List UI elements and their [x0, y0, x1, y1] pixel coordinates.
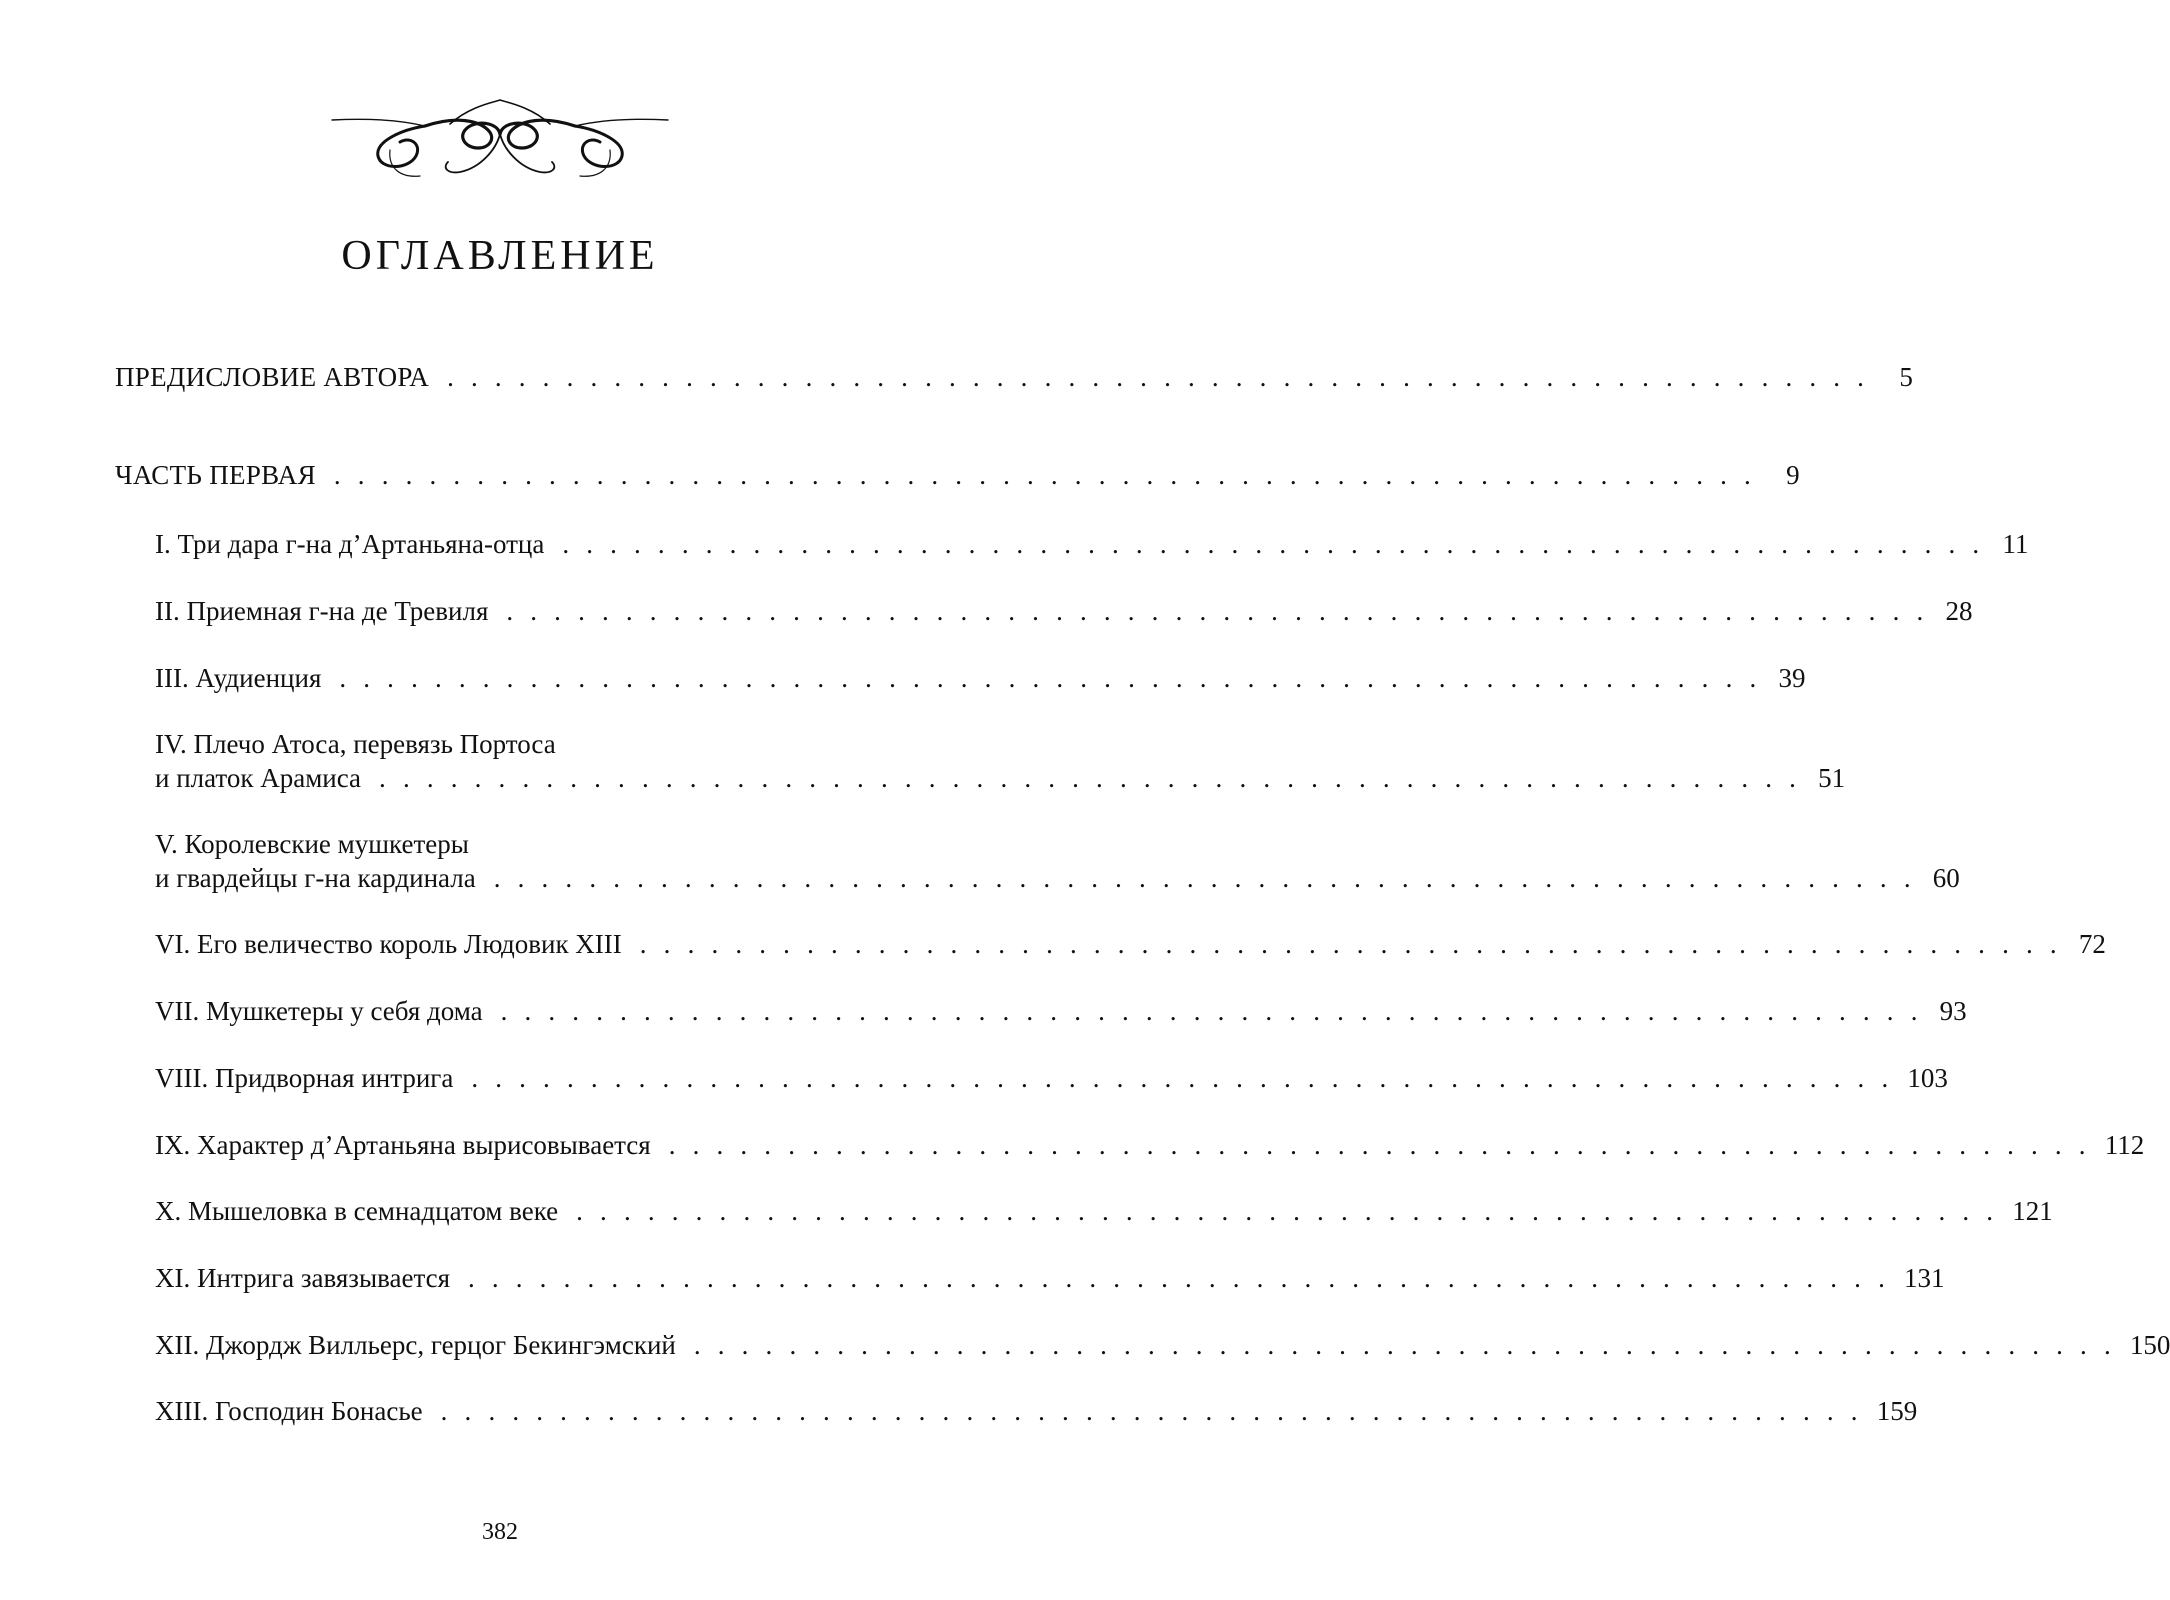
dot-leader: . . . . . . . . . . . . . . . . . . . . . . . . . . . . . . . . . . . . . . . . . . . . . . . . . . . . . . . . . . . . [493, 863, 1916, 893]
toc-line [115, 360, 1914, 394]
dot-leader: . . . . . . . . . . . . . . . . . . . . . . . . . . . . . . . . . . . . . . . . . . . . . . . . . . . . . . . . . . . . [339, 663, 1762, 693]
toc-entry-title: XIII. Господин Бонасье [155, 1396, 423, 1426]
toc-entry-title: X. Мышеловка в семнадцатом веке [155, 1196, 559, 1226]
dot-leader: . . . . . . . . . . . . . . . . . . . . . . . . . . . . . . . . . . . . . . . . . . . . . . . . . . . . . . . . . . . . [440, 1396, 1863, 1426]
toc-entry-title: XI. Интрига завязывается [155, 1263, 450, 1293]
toc-chapter-entry [155, 594, 1973, 628]
toc-page-number: 60 [1932, 863, 1960, 893]
toc-page-number: 103 [1907, 1063, 1948, 1093]
dot-leader: . . . . . . . . . . . . . . . . . . . . . . . . . . . . . . . . . . . . . . . . . . . . . . . . . . . . . . . . . . . . [471, 1063, 1894, 1093]
toc-chapter-entry [155, 1328, 2170, 1362]
toc-page-number: 159 [1876, 1396, 1918, 1426]
toc-chapter-entry [155, 527, 2029, 561]
toc-page-number: 11 [2002, 529, 2029, 559]
toc-page-number: 72 [2078, 929, 2106, 959]
toc-line [155, 1194, 2053, 1228]
dot-leader: . . . . . . . . . . . . . . . . . . . . . . . . . . . . . . . . . . . . . . . . . . . . . . . . . . . . . . . . . . . . [447, 362, 1870, 392]
toc-page-number: 39 [1778, 663, 1806, 693]
toc-line [155, 727, 888, 761]
toc-entry-title: VI. Его величество король Людовик XIII [155, 929, 622, 959]
toc-entry-title: IV. Плечо Атоса, перевязь Портоса [155, 729, 556, 759]
toc-chapter-entry [155, 1128, 2145, 1162]
toc-chapter-entry [155, 727, 1846, 795]
toc-entry-title: IX. Характер д’Артаньяна вырисовывается [155, 1130, 651, 1160]
dot-leader: . . . . . . . . . . . . . . . . . . . . . . . . . . . . . . . . . . . . . . . . . . . . . . . . . . . . . . . . . . . . [562, 529, 1985, 559]
toc-chapter-entry [155, 927, 2106, 961]
toc-section-entry [115, 458, 1800, 492]
toc-line [155, 1261, 1945, 1295]
dot-leader: . . . . . . . . . . . . . . . . . . . . . . . . . . . . . . . . . . . . . . . . . . . . . . . . . . . . . . . . . . . . [506, 596, 1929, 626]
toc-page-number: 112 [2104, 1130, 2145, 1160]
toc-page-number: 9 [1786, 460, 1800, 490]
toc-entry-title: V. Королевские мушкетеры [155, 829, 469, 859]
toc-line [155, 861, 1960, 895]
toc-page-number: 5 [1899, 362, 1914, 392]
toc-line [155, 1394, 1918, 1428]
dot-leader: . . . . . . . . . . . . . . . . . . . . . . . . . . . . . . . . . . . . . . . . . . . . . . . . . . . . . . . . . . . . [500, 996, 1923, 1026]
toc-chapter-entry [155, 1194, 2053, 1228]
toc-page-number: 51 [1818, 763, 1846, 793]
toc-chapter-entry [155, 994, 1967, 1028]
toc-line [155, 827, 888, 861]
dot-leader: . . . . . . . . . . . . . . . . . . . . . . . . . . . . . . . . . . . . . . . . . . . . . . . . . . . . . . . . . . . . [639, 929, 2062, 959]
toc-entry-title: VIII. Придворная интрига [155, 1063, 454, 1093]
toc-line [155, 527, 2029, 561]
dot-leader: . . . . . . . . . . . . . . . . . . . . . . . . . . . . . . . . . . . . . . . . . . . . . . . . . . . . . . . . . . . . [576, 1196, 1999, 1226]
toc-entry-title: VII. Мушкетеры у себя дома [155, 996, 483, 1026]
toc-entry-title: и платок Арамиса [155, 763, 362, 793]
toc-page-number: 93 [1939, 996, 1967, 1026]
toc-line [155, 594, 1973, 628]
toc-entry-title: и гвардейцы г-на кардинала [155, 863, 476, 893]
toc-chapter-entry [155, 1394, 1918, 1428]
scroll-flourish-icon [330, 90, 670, 180]
toc-page-number: 28 [1945, 596, 1973, 626]
toc-entry-title: I. Три дара г-на д’Артаньяна-отца [155, 529, 545, 559]
toc-line [155, 661, 1806, 695]
toc-entry-title: ЧАСТЬ ПЕРВАЯ [115, 460, 316, 490]
dot-leader: . . . . . . . . . . . . . . . . . . . . . . . . . . . . . . . . . . . . . . . . . . . . . . . . . . . . . . . . . . . . [379, 763, 1802, 793]
toc-entry-title: XII. Джордж Вилльерс, герцог Бекингэмский [155, 1330, 676, 1360]
toc-entry-title: II. Приемная г-на де Тревиля [155, 596, 489, 626]
toc-line [115, 458, 1800, 492]
toc-chapter-entry [155, 827, 1960, 895]
dot-leader: . . . . . . . . . . . . . . . . . . . . . . . . . . . . . . . . . . . . . . . . . . . . . . . . . . . . . . . . . . . . [333, 460, 1756, 490]
toc-line [155, 927, 2106, 961]
page-title: ОГЛАВЛЕНИЕ [341, 233, 659, 279]
toc-line [155, 994, 1967, 1028]
toc-line [155, 1128, 2145, 1162]
toc-page-number: 121 [2012, 1196, 2053, 1226]
toc-page-number: 131 [1904, 1263, 1945, 1293]
toc-entry-title: III. Аудиенция [155, 663, 322, 693]
toc-line [155, 1328, 2170, 1362]
toc-section-entry [115, 360, 1914, 394]
toc-entry-title: ПРЕДИСЛОВИЕ АВТОРА [115, 362, 430, 392]
dot-leader: . . . . . . . . . . . . . . . . . . . . . . . . . . . . . . . . . . . . . . . . . . . . . . . . . . . . . . . . . . . . [668, 1130, 2091, 1160]
toc-page-number: 150 [2129, 1330, 2170, 1360]
toc-line [155, 1061, 1948, 1095]
dot-leader: . . . . . . . . . . . . . . . . . . . . . . . . . . . . . . . . . . . . . . . . . . . . . . . . . . . . . . . . . . . . [467, 1263, 1891, 1293]
toc-chapter-entry [155, 1261, 1945, 1295]
dot-leader: . . . . . . . . . . . . . . . . . . . . . . . . . . . . . . . . . . . . . . . . . . . . . . . . . . . . . . . . . . . . [693, 1330, 2116, 1360]
toc-chapter-entry [155, 661, 1806, 695]
toc-chapter-entry [155, 1061, 1948, 1095]
toc-line [155, 761, 1846, 795]
page-number: 382 [482, 1519, 518, 1545]
